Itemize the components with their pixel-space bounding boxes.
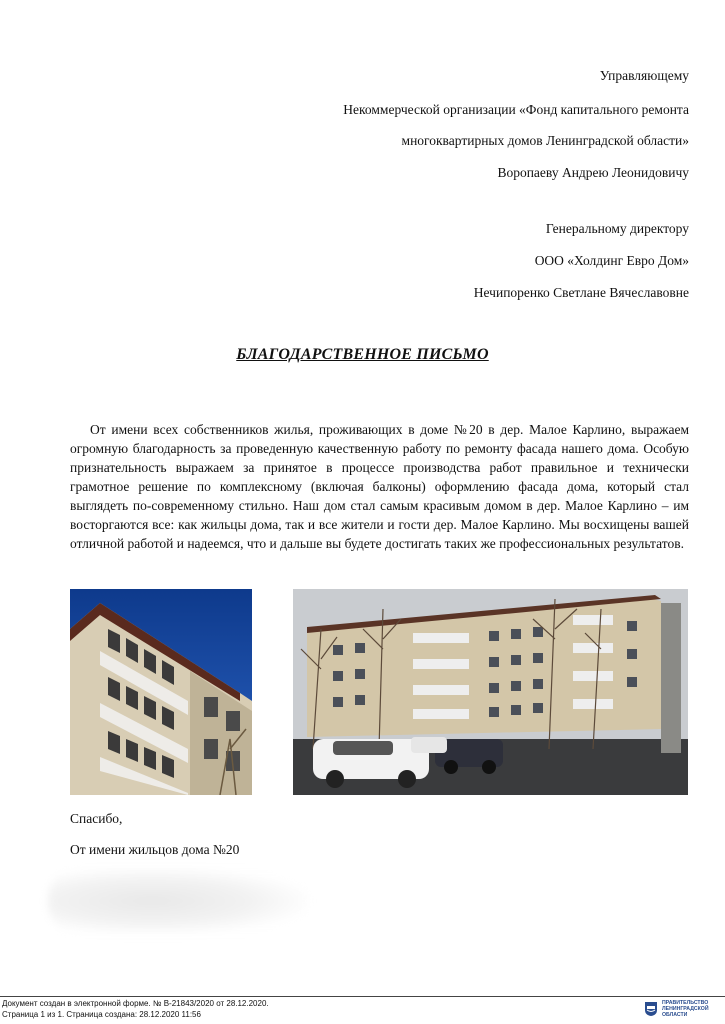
building-closeup-image [70, 589, 252, 795]
building-exterior-image [293, 589, 688, 795]
addressee-line-6: ООО «Холдинг Евро Дом» [534, 253, 689, 268]
government-logo [644, 1000, 718, 1018]
addressee-line-2: Некоммерческой организации «Фонд капитального ремонта [343, 102, 689, 117]
addressee-line-4: Воропаеву Андрею Леонидовичу [497, 165, 689, 180]
document-title: БЛАГОДАРСТВЕННОЕ ПИСЬМО [236, 346, 489, 363]
coat-of-arms-icon [644, 1001, 658, 1017]
redacted-signature-area [48, 868, 308, 934]
addressee-line-5: Генеральному директору [545, 221, 689, 236]
closing-signature: От имени жильцов дома №20 [70, 842, 240, 857]
building-closeup-photo [70, 589, 252, 795]
closing-thanks: Спасибо, [70, 811, 123, 826]
footer-page-info: Страница 1 из 1. Страница создана: 28.12.2020 11:56 [2, 1010, 201, 1019]
addressee-line-3: многоквартирных домов Ленинградской области» [401, 133, 689, 148]
building-exterior-photo [293, 589, 688, 795]
addressee-line-1: Управляющему [599, 68, 689, 83]
letter-body: От имени всех собственников жилья, проживающих в доме №20 в дер. Малое Карлино, выражаем огромную благодарность за проведенную качественную работу по ремонту фасада нашего дома. Особую признательность выражаем за принятое в процессе производства работ правильное и технически грамотное решение по комплексному (включая балконы) оформлению фасада дома, который стал выглядеть по-современному стильно. Наш дом стал самым красивым домом в дер. Малое Карлино – им восторгаются все: как жильцы дома, так и все жители и гости дер. Малое Карлино. Мы восхищены вашей отличной работой и надеемся, что и дальше вы будете достигать таких же профессиональных результатов. [70, 422, 689, 551]
footer-divider [0, 996, 725, 997]
logo-text: ПРАВИТЕЛЬСТВО ЛЕНИНГРАДСКОЙ ОБЛАСТИ [662, 1000, 709, 1018]
addressee-line-7: Нечипоренко Светлане Вячеславовне [473, 285, 689, 300]
footer-document-info: Документ создан в электронной форме. № В-21843/2020 от 28.12.2020. [2, 999, 269, 1008]
